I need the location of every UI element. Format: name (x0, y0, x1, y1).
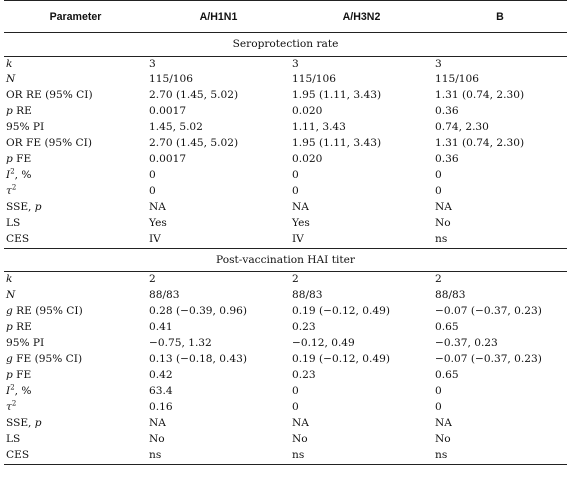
value-cell: 0 (292, 185, 299, 198)
parameter-cell (4, 200, 147, 216)
value-cell: 3 (292, 57, 299, 70)
parameter-label: RE (12, 105, 32, 118)
parameter-cell (4, 336, 147, 352)
value-cell: 1.11, 3.43 (292, 121, 346, 134)
value-cell: 0 (435, 385, 442, 398)
header-a-h3n2: A/H3N2 (290, 1, 433, 33)
parameter-label: RE (95% CI) (12, 305, 83, 318)
parameter-label: , % (14, 169, 32, 182)
parameter-cell (4, 384, 147, 400)
section-header-row (4, 33, 567, 57)
value-cell: ns (147, 448, 290, 464)
parameter-cell (4, 216, 147, 232)
section-title: Post-vaccination HAI titer (4, 248, 567, 272)
parameter-cell (4, 120, 147, 136)
table-row (4, 416, 567, 432)
value-cell: No (149, 432, 165, 445)
parameter-label: CES (6, 448, 30, 461)
parameter-label: LS (6, 217, 21, 230)
table-row (4, 448, 567, 464)
value-cell: 0.41 (149, 321, 173, 334)
value-cell: 0.13 (−0.18, 0.43) (149, 353, 248, 366)
table-row (4, 120, 567, 136)
parameter-cell (4, 184, 147, 200)
table-row (4, 400, 567, 416)
value-cell: ns (435, 232, 448, 245)
value-cell: 0.42 (149, 369, 173, 382)
value-cell: Yes (149, 217, 167, 230)
table-row (4, 184, 567, 200)
parameter-cell (4, 304, 147, 320)
value-cell: 63.4 (149, 385, 173, 398)
table-row (4, 200, 567, 216)
value-cell: −0.37, 0.23 (435, 337, 498, 350)
parameter-label: LS (6, 432, 21, 445)
parameter-symbol: p (6, 369, 13, 382)
parameter-cell (4, 56, 147, 72)
parameter-symbol: p (6, 105, 13, 118)
value-cell: NA (149, 201, 166, 214)
parameter-superscript: 2 (11, 183, 17, 192)
section-title: Seroprotection rate (4, 33, 567, 57)
value-cell: ns (290, 448, 433, 464)
value-cell: No (435, 432, 451, 445)
value-cell: 0 (435, 185, 442, 198)
header-row (4, 1, 567, 33)
table-row (4, 136, 567, 152)
parameter-symbol: τ (6, 185, 12, 198)
value-cell: 0.28 (−0.39, 0.96) (149, 305, 248, 318)
value-cell: 0 (435, 401, 442, 414)
parameter-symbol: g (6, 305, 13, 318)
value-cell: 0.020 (292, 105, 323, 118)
value-cell: 115/106 (149, 73, 194, 86)
parameter-symbol: p (34, 201, 42, 214)
value-cell: IV (149, 232, 161, 245)
value-cell: NA (149, 417, 166, 430)
table-row (4, 320, 567, 336)
value-cell: −0.07 (−0.37, 0.23) (435, 305, 542, 318)
value-cell: 0.23 (292, 369, 316, 382)
value-cell: 0 (149, 185, 156, 198)
table-row (4, 104, 567, 120)
section-header-row (4, 248, 567, 272)
value-cell: 0 (292, 385, 299, 398)
value-cell: 1.95 (1.11, 3.43) (292, 137, 382, 150)
value-cell: 0.020 (292, 153, 323, 166)
table-row (4, 368, 567, 384)
value-cell: −0.12, 0.49 (292, 337, 355, 350)
value-cell: 0.74, 2.30 (435, 121, 489, 134)
value-cell: NA (292, 417, 309, 430)
value-cell: 88/83 (435, 289, 466, 302)
value-cell: 115/106 (292, 73, 337, 86)
parameter-superscript: 2 (10, 167, 15, 176)
parameter-symbol: k (6, 57, 13, 70)
value-cell: 88/83 (292, 289, 323, 302)
parameter-label: FE (95% CI) (12, 353, 83, 366)
table-row (4, 152, 567, 168)
parameter-cell (4, 232, 147, 248)
table-row (4, 352, 567, 368)
parameter-cell (4, 152, 147, 168)
parameter-symbol: N (6, 289, 16, 302)
value-cell: No (292, 432, 308, 445)
table-row (4, 88, 567, 104)
table-row (4, 56, 567, 72)
parameter-cell (4, 416, 147, 432)
parameter-cell (4, 400, 147, 416)
parameter-cell (4, 288, 147, 304)
table-row (4, 232, 567, 248)
table-row (4, 384, 567, 400)
parameter-symbol: g (6, 353, 13, 366)
value-cell: 1.45, 5.02 (149, 121, 203, 134)
parameter-label: OR FE (95% CI) (6, 137, 92, 150)
results-table (4, 0, 567, 465)
parameter-cell (4, 368, 147, 384)
value-cell: NA (292, 201, 309, 214)
value-cell: 3 (435, 57, 442, 70)
parameter-label: RE (12, 321, 32, 334)
value-cell: 2 (149, 273, 156, 286)
value-cell: 2 (435, 273, 442, 286)
parameter-symbol: τ (6, 401, 12, 414)
table-row (4, 336, 567, 352)
header-parameter: Parameter (4, 1, 147, 33)
value-cell: 1.31 (0.74, 2.30) (435, 89, 525, 102)
table-row (4, 304, 567, 320)
table-row (4, 432, 567, 448)
parameter-cell (4, 448, 147, 464)
value-cell: 0.36 (435, 105, 459, 118)
value-cell: 0 (435, 169, 442, 182)
value-cell: 0.65 (435, 321, 459, 334)
value-cell: 0.0017 (149, 153, 187, 166)
value-cell: 0 (292, 401, 299, 414)
table-row (4, 288, 567, 304)
parameter-label: SSE, (6, 417, 35, 430)
value-cell: 0.36 (435, 153, 459, 166)
parameter-symbol: p (6, 153, 13, 166)
parameter-cell (4, 88, 147, 104)
parameter-symbol: I (6, 385, 11, 398)
parameter-cell (4, 320, 147, 336)
parameter-cell (4, 136, 147, 152)
value-cell: No (435, 217, 451, 230)
table-row (4, 72, 567, 88)
value-cell: −0.75, 1.32 (149, 337, 212, 350)
parameter-cell (4, 104, 147, 120)
parameter-cell (4, 272, 147, 288)
value-cell: 0.16 (149, 401, 173, 414)
value-cell: 0.23 (292, 321, 316, 334)
parameter-label: 95% PI (6, 121, 45, 134)
table-row (4, 216, 567, 232)
value-cell: ns (433, 448, 567, 464)
value-cell: IV (292, 232, 304, 245)
parameter-symbol: N (6, 73, 16, 86)
value-cell: 115/106 (435, 73, 480, 86)
parameter-label: FE (12, 153, 32, 166)
parameter-label: SSE, (6, 201, 35, 214)
parameter-cell (4, 72, 147, 88)
parameter-label: 95% PI (6, 337, 45, 350)
value-cell: 88/83 (149, 289, 180, 302)
parameter-label: OR RE (95% CI) (6, 89, 93, 102)
value-cell: NA (435, 417, 452, 430)
value-cell: 0 (149, 169, 156, 182)
value-cell: Yes (292, 217, 310, 230)
parameter-symbol: I (6, 169, 11, 182)
value-cell: 0.65 (435, 369, 459, 382)
value-cell: 0.19 (−0.12, 0.49) (292, 353, 391, 366)
value-cell: NA (435, 201, 452, 214)
table-row (4, 272, 567, 288)
value-cell: 0.19 (−0.12, 0.49) (292, 305, 391, 318)
parameter-label: , % (14, 385, 32, 398)
parameter-symbol: p (34, 417, 42, 430)
value-cell: 2 (292, 273, 299, 286)
header-b: B (433, 1, 567, 33)
parameter-cell (4, 168, 147, 184)
value-cell: 2.70 (1.45, 5.02) (149, 137, 239, 150)
parameter-label: FE (12, 369, 32, 382)
value-cell: 0.0017 (149, 105, 187, 118)
value-cell: 2.70 (1.45, 5.02) (149, 89, 239, 102)
table-row (4, 168, 567, 184)
value-cell: 1.31 (0.74, 2.30) (435, 137, 525, 150)
parameter-cell (4, 432, 147, 448)
value-cell: 0 (292, 169, 299, 182)
parameter-superscript: 2 (10, 383, 15, 392)
value-cell: −0.07 (−0.37, 0.23) (435, 353, 542, 366)
parameter-symbol: k (6, 273, 13, 286)
parameter-label: CES (6, 232, 30, 245)
header-a-h1n1: A/H1N1 (147, 1, 290, 33)
parameter-cell (4, 352, 147, 368)
parameter-symbol: p (6, 321, 13, 334)
parameter-superscript: 2 (11, 399, 17, 408)
value-cell: 1.95 (1.11, 3.43) (292, 89, 382, 102)
value-cell: 3 (149, 57, 156, 70)
